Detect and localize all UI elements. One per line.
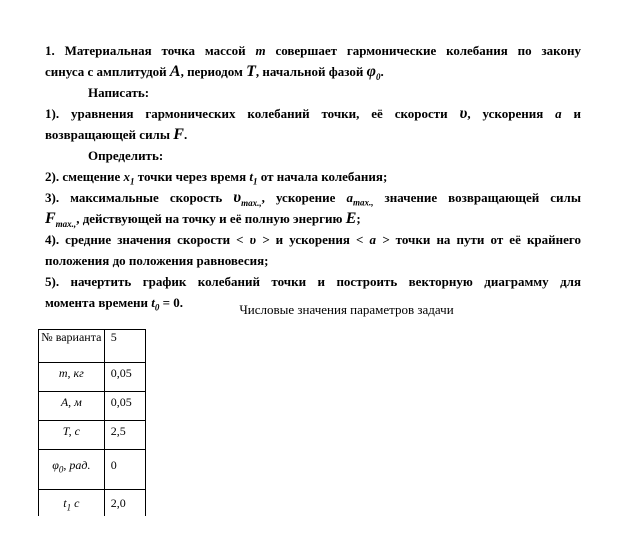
line-8: 3). максимальные скорость $\upsilon_{max.,}$, ускорение $a_{max.,}$ значение возвращающей силы — [45, 189, 581, 209]
line-11: положения до положения равновесия; — [45, 253, 269, 268]
line-1: 1. Материальная точка массой m совершает гармонические колебания по закону — [45, 43, 581, 58]
symbol-t1: $t_1$ — [249, 169, 258, 187]
symbol-v-avg: < υ > — [236, 232, 270, 247]
param-value: 0,05 — [104, 392, 145, 421]
param-value: 0,05 — [104, 363, 145, 392]
symbol-vmax: $\upsilon_{max.,}$ — [233, 189, 262, 209]
line-7: 2). смещение $x_1$ точки через время $t_1$ от начала колебания; — [45, 169, 388, 187]
symbol-phi0: $\varphi_0$ — [366, 63, 381, 83]
line-2: синуса с амплитудой A, периодом T, начальной фазой $\varphi_0$. — [45, 63, 384, 83]
param-name: m, кг — [39, 363, 105, 392]
heading-opredelit: Определить: — [88, 148, 164, 163]
line-5: возвращающей силы F. — [45, 126, 188, 143]
symbol-amax: $a_{max.,}$ — [346, 190, 374, 208]
symbol-m: m — [255, 43, 266, 58]
param-value: 2,5 — [104, 421, 145, 450]
symbol-F: F — [173, 126, 184, 143]
table-caption: Числовые значения параметров задачи — [239, 302, 454, 317]
param-name: T, с — [39, 421, 105, 450]
table-row — [39, 363, 146, 392]
table-row — [39, 490, 146, 516]
symbol-x1: $x_1$ — [123, 169, 135, 187]
table-row — [39, 450, 146, 490]
symbol-A: A — [169, 63, 181, 80]
parameters-table — [38, 329, 146, 516]
symbol-v: υ — [459, 105, 468, 122]
param-name: $\varphi_0$, рад. — [39, 450, 105, 490]
param-value: 0 — [104, 450, 145, 490]
table-row — [39, 392, 146, 421]
variant-label: № варианта — [39, 330, 105, 363]
heading-napisat: Написать: — [88, 85, 150, 100]
symbol-a-avg: < a > — [356, 232, 390, 247]
table-row — [39, 330, 146, 363]
symbol-E: E — [345, 210, 357, 227]
symbol-a: a — [555, 106, 562, 121]
line-12: 5). начертить график колебаний точки и построить векторную диаграмму для — [45, 274, 581, 289]
param-value: 2,0 — [104, 490, 145, 516]
param-name: A, м — [39, 392, 105, 421]
line-10: 4). средние значения скорости < υ > и ускорения < a > точки на пути от её крайнего — [45, 232, 581, 247]
line-4: 1). уравнения гармонических колебаний точки, её скорости υ, ускорения a и — [45, 105, 582, 122]
param-name: $t_1$ c — [39, 490, 105, 516]
symbol-T: T — [246, 63, 256, 80]
line-9: $F_{max.,}$, действующей на точку и её полную энергию E; — [45, 210, 361, 230]
variant-value: 5 — [104, 330, 145, 363]
symbol-Fmax: $F_{max.,}$ — [45, 210, 77, 230]
problem-text — [45, 40, 581, 313]
table-row — [39, 421, 146, 450]
line-13: момента времени $t_0 = 0$. — [45, 295, 184, 313]
symbol-t0: $t_0$ — [151, 295, 160, 313]
